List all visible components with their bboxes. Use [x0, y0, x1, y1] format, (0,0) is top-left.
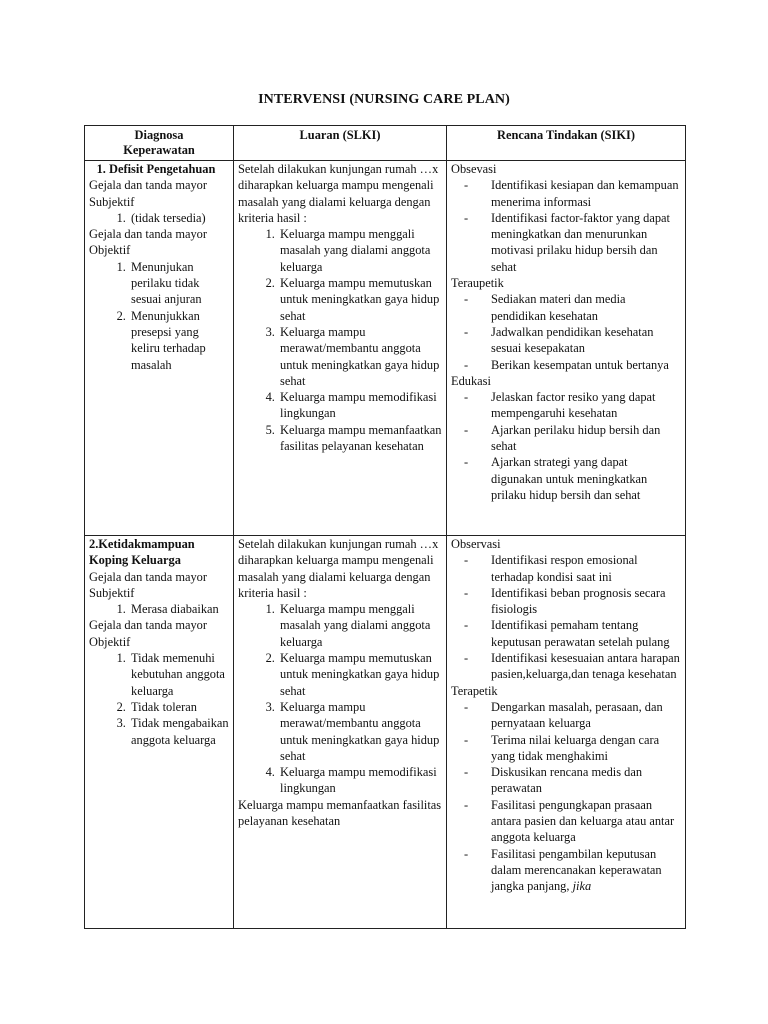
list-item: - Jadwalkan pendidikan kesehatan sesuai kesepakatan	[487, 324, 681, 357]
luaran-intro: Setelah dilakukan kunjungan rumah …x diharapkan keluarga mampu mengenali masalah yang dialami keluarga dengan kriteria hasil :	[238, 537, 439, 600]
diagnosa-cell	[85, 536, 234, 929]
diagnosa-name: 2.Ketidakmampuan	[89, 537, 195, 551]
list-item: - Fasilitasi pengungkapan prasaan antara pasien dan keluarga atau antar anggota keluarga	[487, 797, 681, 846]
diagnosa-title	[89, 161, 229, 177]
list-item: 1. Keluarga mampu menggali masalah yang dialami anggota keluarga	[278, 226, 442, 275]
list-item	[487, 846, 681, 895]
luaran-cell	[234, 536, 447, 929]
list-item: - Sediakan materi dan media pendidikan kesehatan	[487, 291, 681, 324]
table-row	[85, 536, 686, 929]
objective-list	[89, 259, 229, 373]
list-item: 3. Keluarga mampu merawat/membantu anggota untuk meningkatkan gaya hidup sehat	[278, 324, 442, 389]
list-item: - Terima nilai keluarga dengan cara yang tidak menghakimi	[487, 732, 681, 765]
edukasi-list	[451, 389, 681, 503]
list-item: 1. Tidak memenuhi kebutuhan anggota keluarga	[129, 650, 229, 699]
list-item: 1. Keluarga mampu menggali masalah yang dialami anggota keluarga	[278, 601, 442, 650]
list-item: 2. Keluarga mampu memutuskan untuk meningkatkan gaya hidup sehat	[278, 275, 442, 324]
list-item: - Identifikasi factor-faktor yang dapat meningkatkan dan menurunkan motivasi prilaku hidup bersih dan sehat	[487, 210, 681, 275]
luaran-criteria-list	[238, 601, 442, 797]
observasi-list	[451, 552, 681, 682]
list-item-italic: jika	[572, 879, 592, 894]
observasi-label: Obsevasi	[451, 162, 497, 176]
subjective-list	[89, 601, 229, 617]
observasi-list	[451, 177, 681, 275]
list-item: - Identifikasi kesiapan dan kemampuan menerima informasi	[487, 177, 681, 210]
major-signs-label: Gejala dan tanda mayor	[89, 178, 208, 193]
terapeutik-label: Terapetik	[451, 683, 498, 698]
list-item: 2. Menunjukkan presepsi yang keliru terhadap masalah	[129, 308, 229, 373]
luaran-intro: Setelah dilakukan kunjungan rumah …x diharapkan keluarga mampu mengenali masalah yang dialami keluarga dengan kriteria hasil :	[238, 162, 439, 225]
terapeutik-label: Teraupetik	[451, 276, 504, 291]
table-row	[85, 161, 686, 536]
subjective-label: Subjektif	[89, 194, 135, 209]
header-diagnosa: Diagnosa Keperawatan	[85, 126, 234, 161]
list-item: - Ajarkan strategi yang dapat digunakan untuk meningkatkan prilaku hidup bersih dan sehat	[487, 454, 681, 503]
edukasi-label: Edukasi	[451, 373, 491, 388]
rencana-cell	[447, 536, 686, 929]
list-item: - Dengarkan masalah, perasaan, dan pernyataan keluarga	[487, 699, 681, 732]
list-item: - Jelaskan factor resiko yang dapat mempengaruhi kesehatan	[487, 389, 681, 422]
header-rencana: Rencana Tindakan (SIKI)	[447, 126, 686, 161]
nursing-care-plan-table	[84, 125, 686, 929]
terapeutik-list	[451, 291, 681, 372]
list-item: 4. Keluarga mampu memodifikasi lingkungan	[278, 764, 442, 797]
table-header-row	[85, 126, 686, 161]
document-title: INTERVENSI (NURSING CARE PLAN)	[258, 92, 510, 107]
rencana-cell	[447, 161, 686, 536]
diagnosa-name: 1. Defisit Pengetahuan	[109, 161, 229, 177]
major-signs-label: Gejala dan tanda mayor	[89, 227, 208, 242]
list-item: - Ajarkan perilaku hidup bersih dan sehat	[487, 422, 681, 455]
list-item: 3. Tidak mengabaikan anggota keluarga	[129, 715, 229, 748]
list-item: 2. Tidak toleran	[129, 699, 229, 715]
list-item: - Identifikasi kesesuaian antara harapan pasien,keluarga,dan tenaga kesehatan	[487, 650, 681, 683]
list-item: - Berikan kesempatan untuk bertanya	[487, 357, 681, 373]
list-item: 1. Merasa diabaikan	[129, 601, 229, 617]
diagnosa-name-cont: Koping Keluarga	[89, 553, 181, 568]
major-signs-label: Gejala dan tanda mayor	[89, 569, 208, 584]
list-item: 1. Menunjukan perilaku tidak sesuai anjuran	[129, 259, 229, 308]
diagnosa-cell	[85, 161, 234, 536]
list-item: - Diskusikan rencana medis dan perawatan	[487, 764, 681, 797]
subjective-list	[89, 210, 229, 226]
header-luaran: Luaran (SLKI)	[234, 126, 447, 161]
objective-label: Objektif	[89, 243, 131, 258]
objective-list	[89, 650, 229, 748]
list-item: 4. Keluarga mampu memodifikasi lingkungan	[278, 389, 442, 422]
terapeutik-list	[451, 699, 681, 895]
luaran-outro: Keluarga mampu memanfaatkan fasilitas pelayanan kesehatan	[238, 797, 442, 829]
list-item: 2. Keluarga mampu memutuskan untuk meningkatkan gaya hidup sehat	[278, 650, 442, 699]
major-signs-label: Gejala dan tanda mayor	[89, 618, 208, 633]
objective-label: Objektif	[89, 634, 131, 649]
list-item: - Identifikasi respon emosional terhadap kondisi saat ini	[487, 552, 681, 585]
list-item: 5. Keluarga mampu memanfaatkan fasilitas pelayanan kesehatan	[278, 422, 442, 455]
list-item: 1. (tidak tersedia)	[129, 210, 229, 226]
list-item: - Identifikasi pemaham tentang keputusan perawatan setelah pulang	[487, 617, 681, 650]
luaran-cell	[234, 161, 447, 536]
observasi-label: Observasi	[451, 537, 501, 551]
subjective-label: Subjektif	[89, 585, 135, 600]
list-item: - Identifikasi beban prognosis secara fisiologis	[487, 585, 681, 618]
list-item-text: Fasilitasi pengambilan keputusan dalam merencanakan keperawatan jangka panjang,	[491, 846, 662, 894]
list-item: 3. Keluarga mampu merawat/membantu anggota untuk meningkatkan gaya hidup sehat	[278, 699, 442, 764]
luaran-criteria-list	[238, 226, 442, 454]
